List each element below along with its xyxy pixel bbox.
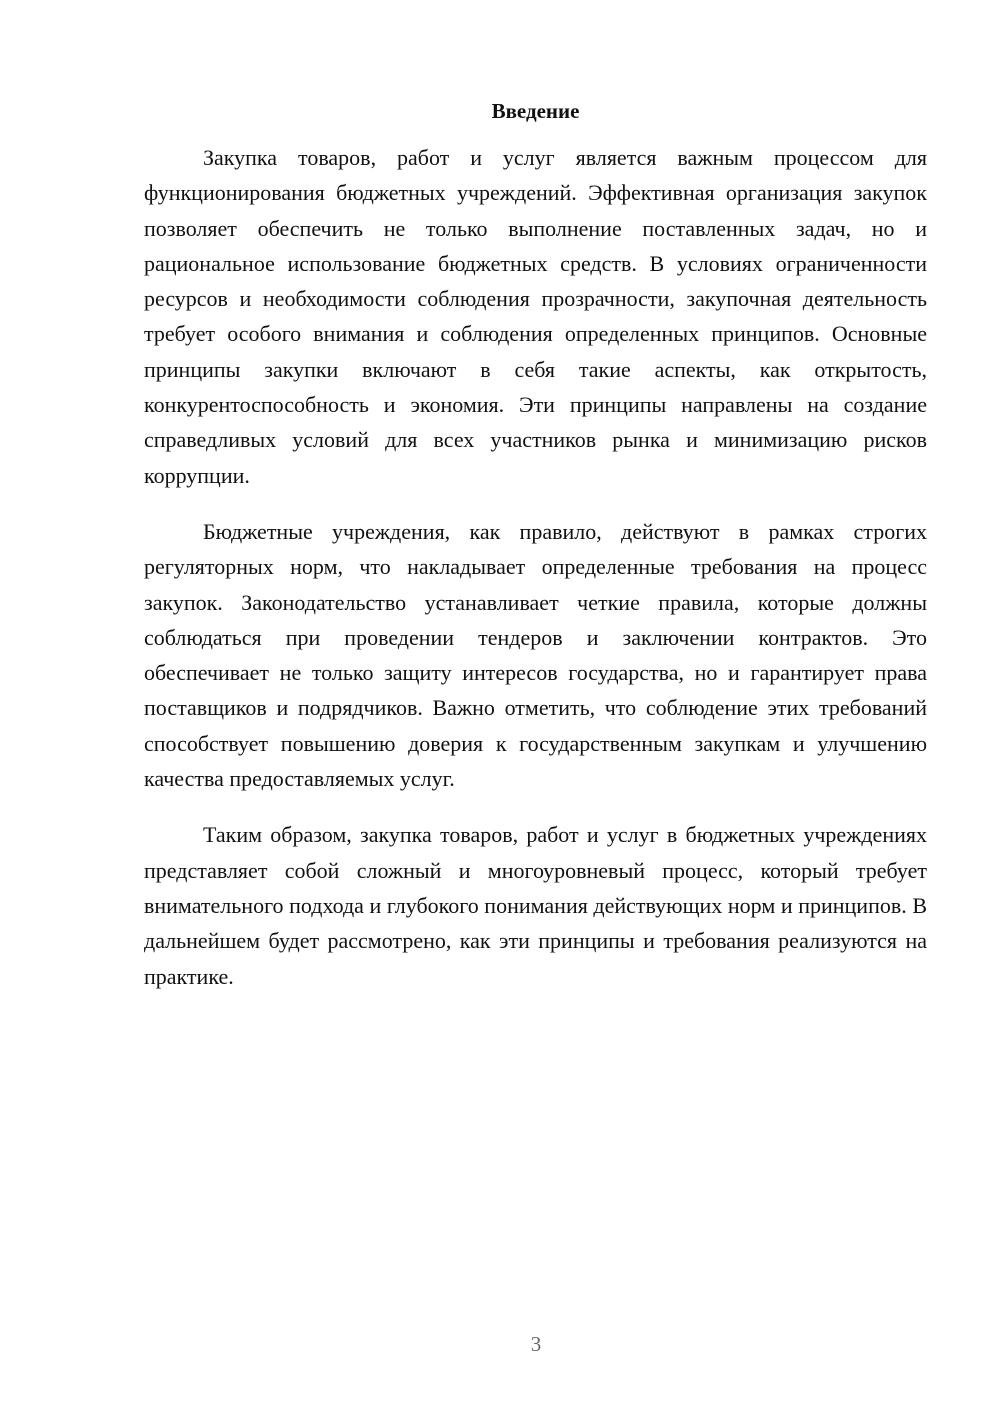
page-number: 3 [530,1332,542,1356]
document-body [144,95,927,994]
paragraph-2: Бюджетные учреждения, как правило, действуют в рамках строгих регуляторных норм, что накладывает определенные требования на процесс закупок. Законодательство устанавливает четкие правила, которые должны соблюдаться при проведении тендеров и заключении контрактов. Это обеспечивает не только защиту интересов государства, но и гарантирует права поставщиков и подрядчиков. Важно отметить, что соблюдение этих требований способствует повышению доверия к государственным закупкам и улучшению качества предоставляемых услуг. [144,518,927,792]
paragraph-1: Закупка товаров, работ и услуг является важным процессом для функционирования бюджетных учреждений. Эффективная организация закупок позволяет обеспечить не только выполнение поставленных задач, но и рациональное использование бюджетных средств. В условиях ограниченности ресурсов и необходимости соблюдения прозрачности, закупочная деятельность требует особого внимания и соблюдения определенных принципов. Основные принципы закупки включают в себя такие аспекты, как открытость, конкурентоспособность и экономия. Эти принципы направлены на создание справедливых условий для всех участников рынка и минимизацию рисков коррупции. [144,145,927,488]
paragraph-3: Таким образом, закупка товаров, работ и услуг в бюджетных учреждениях представляет собой сложный и многоуровневый процесс, который требует внимательного подхода и глубокого понимания действующих норм и принципов. В дальнейшем будет рассмотрено, как эти принципы и требования реализуются на практике. [144,822,927,989]
section-heading: Введение [491,99,580,123]
